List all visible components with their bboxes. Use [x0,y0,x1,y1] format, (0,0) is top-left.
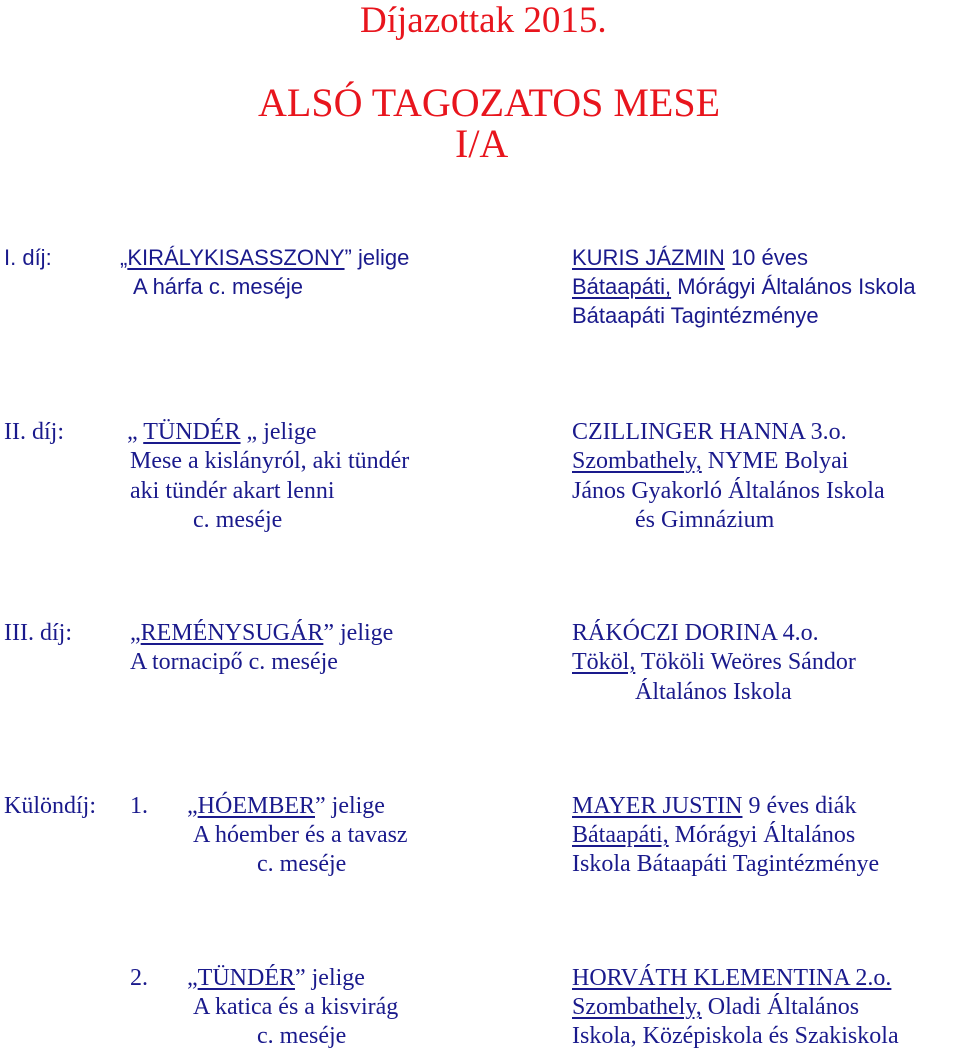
third-prize-school-line2: Általános Iskola [635,679,792,705]
quote-mark: „ [187,965,198,991]
motto-name: TÜNDÉR [143,419,241,445]
quote-mark: „ [127,419,144,445]
motto-suffix: ” jelige [294,965,365,991]
winner-name: MAYER JUSTIN [572,793,743,819]
winner-age: 10 éves [724,245,808,270]
special-prize-2-story-1: A katica és a kisvirág [193,994,399,1020]
motto-name: KIRÁLYKISASSZONY [127,245,345,270]
second-prize-school-line2: János Gyakorló Általános Iskola [572,478,885,504]
quote-mark: „ [187,793,198,819]
special-prize-2-school [572,995,859,1019]
motto-suffix: ” jelige [323,620,394,646]
second-prize-story-1: Mese a kislányról, aki tündér [130,448,410,474]
motto-suffix: ” jelige [344,245,410,270]
special-prize-label: Különdíj: [4,793,97,819]
special-prize-1-number: 1. [130,793,148,819]
second-prize-school [572,449,848,473]
winner-name: KURIS JÁZMIN [572,245,725,270]
first-prize-story: A hárfa c. meséje [133,274,303,299]
school-city: Szombathely, [572,448,702,474]
school-city: Tököl, [572,649,636,675]
special-prize-1-winner [572,794,856,818]
third-prize-school [572,650,856,674]
special-prize-2-winner [572,966,891,990]
second-prize-winner: CZILLINGER HANNA 3.o. [572,419,847,445]
school-name: Oladi Általános [701,994,860,1020]
special-prize-1-school [572,823,855,847]
category-subheading: I/A [455,121,509,166]
special-prize-2-story-2: c. meséje [257,1023,347,1049]
motto-suffix: ” jelige [315,793,385,819]
first-prize-winner [572,247,808,269]
first-prize-motto [120,247,409,269]
school-city: Bátaapáti, [572,274,672,299]
third-prize-motto [130,621,393,645]
first-prize-label: I. díj: [4,245,52,270]
school-city: Szombathely, [572,994,702,1020]
special-prize-1-school-line2: Iskola Bátaapáti Tagintézménye [572,851,880,877]
special-prize-2-school-line2: Iskola, Középiskola és Szakiskola [572,1023,899,1049]
second-prize-story-3: c. meséje [193,507,283,533]
motto-suffix: „ jelige [240,419,317,445]
first-prize-school [572,276,916,298]
winner-name: HORVÁTH KLEMENTINA 2.o. [572,965,892,991]
school-city: Bátaapáti, [572,822,669,848]
second-prize-school-line3: és Gimnázium [635,507,775,533]
motto-name: HÓEMBER [197,793,315,819]
first-prize-school-line2: Bátaapáti Tagintézménye [572,303,819,328]
second-prize-story-2: aki tündér akart lenni [130,478,335,504]
motto-name: TÜNDÉR [197,965,295,991]
category-heading: ALSÓ TAGOZATOS MESE [258,80,721,125]
winner-age: 9 éves diák [742,793,857,819]
school-name: NYME Bolyai [701,448,849,474]
third-prize-label: III. díj: [4,620,72,646]
third-prize-winner: RÁKÓCZI DORINA 4.o. [572,620,819,646]
school-name: Mórágyi Általános Iskola [671,274,916,299]
school-name: Tököli Weöres Sándor [635,649,856,675]
quote-mark: „ [120,245,128,270]
special-prize-1-story-2: c. meséje [257,851,347,877]
special-prize-2-motto [187,966,365,990]
page-title: Díjazottak 2015. [360,0,607,41]
second-prize-motto [127,420,317,444]
special-prize-2-number: 2. [130,965,148,991]
special-prize-1-story-1: A hóember és a tavasz [193,822,408,848]
third-prize-story: A tornacipő c. meséje [130,649,338,675]
school-name: Mórágyi Általános [668,822,856,848]
special-prize-1-motto [187,794,385,818]
quote-mark: „ [130,620,141,646]
second-prize-label: II. díj: [4,419,64,445]
motto-name: REMÉNYSUGÁR [140,620,324,646]
